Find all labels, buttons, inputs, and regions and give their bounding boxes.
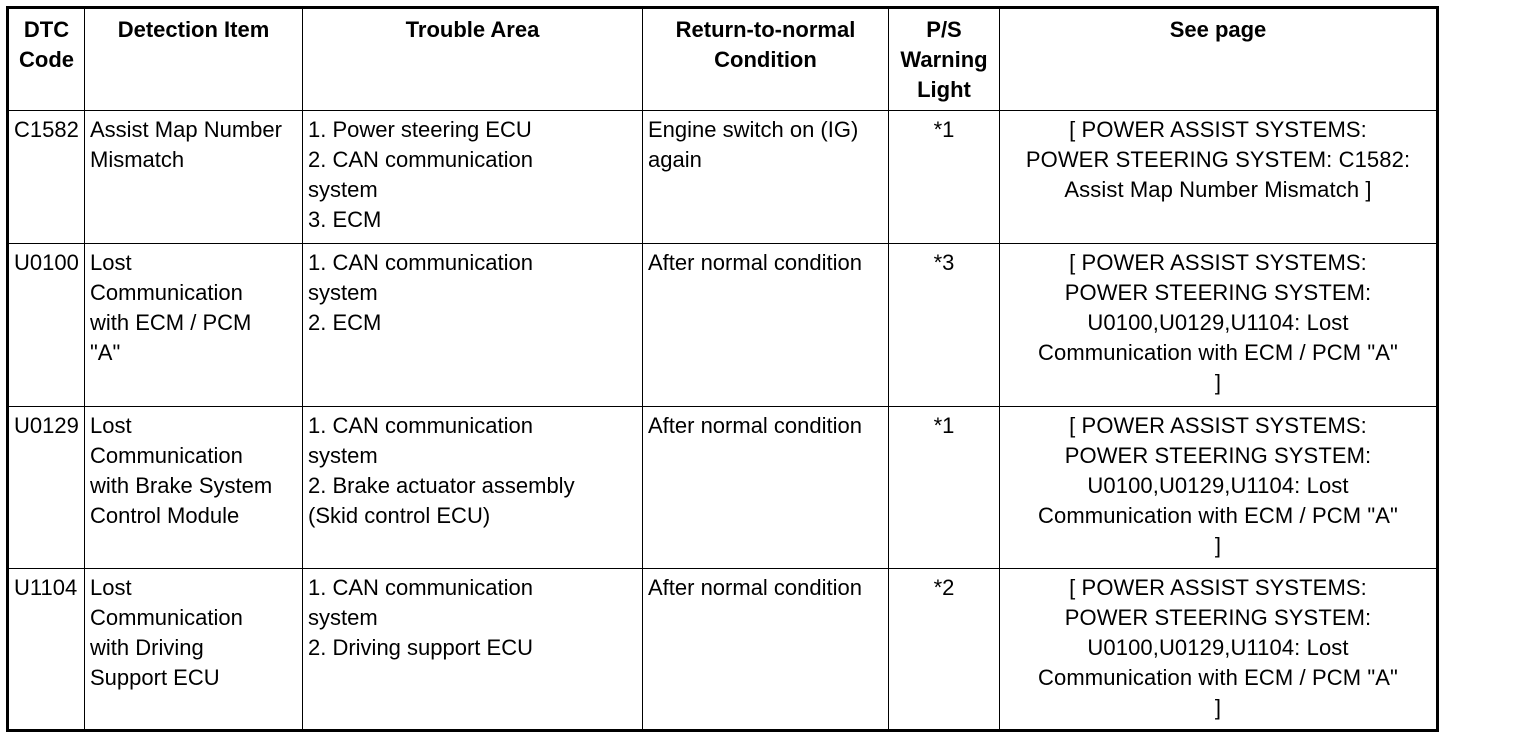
see-page-link[interactable]: [ POWER ASSIST SYSTEMS: POWER STEERING SYSTEM: U0100,U0129,U1104: Lost Communication with ECM / PCM "A" ] xyxy=(1000,407,1438,569)
trouble-area-cell: 1. CAN communication system 2. Driving support ECU xyxy=(303,569,643,731)
table-row xyxy=(8,569,1438,731)
table-row xyxy=(8,407,1438,569)
header-return-to-normal: Return-to-normal Condition xyxy=(643,8,889,111)
table-header-row xyxy=(8,8,1438,111)
header-detection-item: Detection Item xyxy=(85,8,303,111)
see-page-link[interactable]: [ POWER ASSIST SYSTEMS: POWER STEERING SYSTEM: U0100,U0129,U1104: Lost Communication with ECM / PCM "A" ] xyxy=(1000,244,1438,407)
dtc-code-cell: U0100 xyxy=(8,244,85,407)
detection-item-cell: Lost Communication with ECM / PCM "A" xyxy=(85,244,303,407)
header-dtc-code: DTC Code xyxy=(8,8,85,111)
dtc-table xyxy=(6,6,1439,732)
return-condition-cell: Engine switch on (IG) again xyxy=(643,111,889,244)
table-row xyxy=(8,111,1438,244)
detection-item-cell: Lost Communication with Brake System Control Module xyxy=(85,407,303,569)
return-condition-cell: After normal condition xyxy=(643,569,889,731)
dtc-code-cell: U1104 xyxy=(8,569,85,731)
return-condition-cell: After normal condition xyxy=(643,407,889,569)
trouble-area-cell: 1. CAN communication system 2. Brake actuator assembly (Skid control ECU) xyxy=(303,407,643,569)
return-condition-cell: After normal condition xyxy=(643,244,889,407)
ps-warning-light-cell: *2 xyxy=(889,569,1000,731)
ps-warning-light-cell: *3 xyxy=(889,244,1000,407)
ps-warning-light-cell: *1 xyxy=(889,407,1000,569)
detection-item-cell: Assist Map Number Mismatch xyxy=(85,111,303,244)
detection-item-cell: Lost Communication with Driving Support ECU xyxy=(85,569,303,731)
trouble-area-cell: 1. Power steering ECU 2. CAN communication system 3. ECM xyxy=(303,111,643,244)
table-row xyxy=(8,244,1438,407)
header-ps-warning-light: P/S Warning Light xyxy=(889,8,1000,111)
dtc-table-container xyxy=(6,6,1439,732)
ps-warning-light-cell: *1 xyxy=(889,111,1000,244)
trouble-area-cell: 1. CAN communication system 2. ECM xyxy=(303,244,643,407)
see-page-link[interactable]: [ POWER ASSIST SYSTEMS: POWER STEERING SYSTEM: U0100,U0129,U1104: Lost Communication with ECM / PCM "A" ] xyxy=(1000,569,1438,731)
see-page-link[interactable]: [ POWER ASSIST SYSTEMS: POWER STEERING SYSTEM: C1582: Assist Map Number Mismatch ] xyxy=(1000,111,1438,244)
dtc-code-cell: C1582 xyxy=(8,111,85,244)
dtc-code-cell: U0129 xyxy=(8,407,85,569)
header-trouble-area: Trouble Area xyxy=(303,8,643,111)
header-see-page: See page xyxy=(1000,8,1438,111)
